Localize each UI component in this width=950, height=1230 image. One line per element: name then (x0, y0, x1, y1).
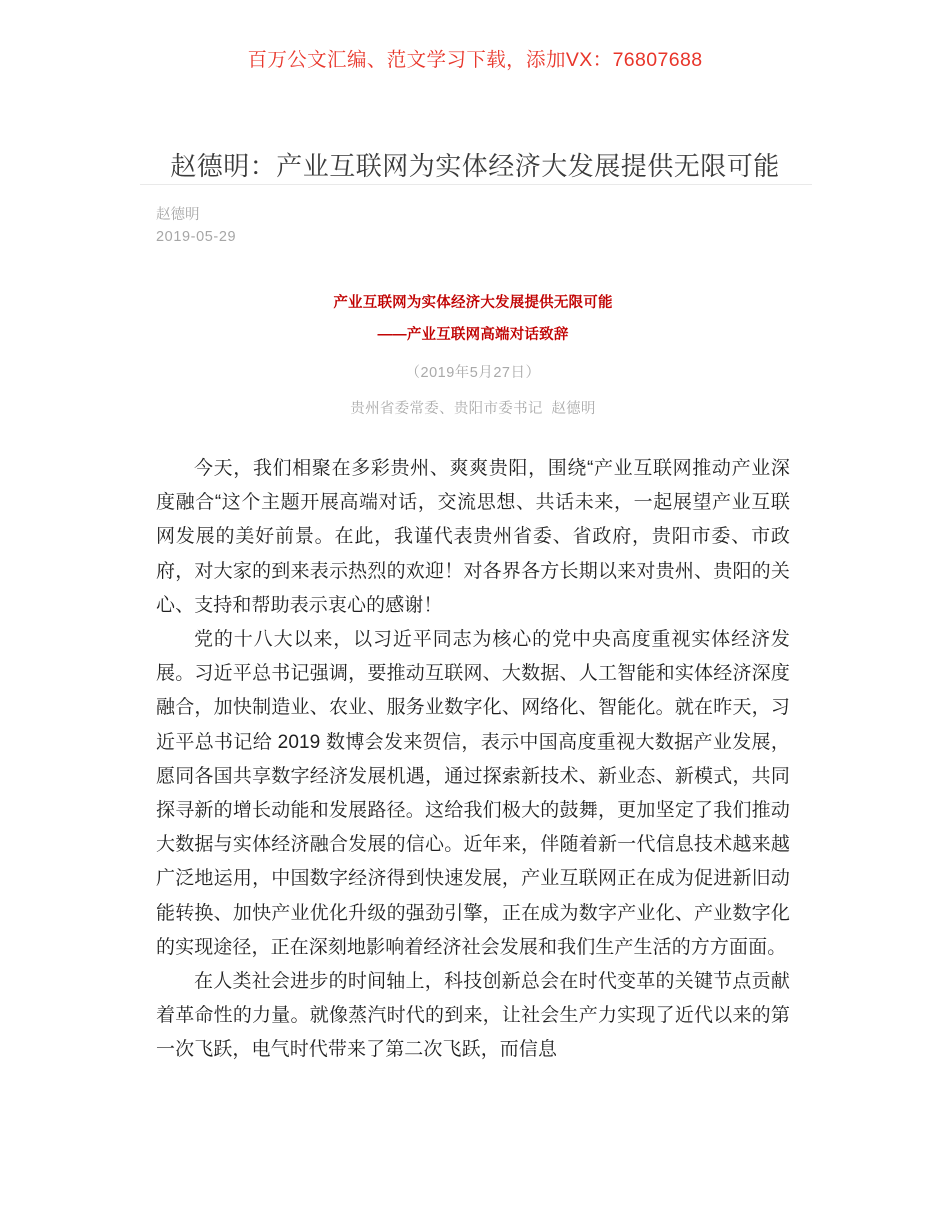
speech-attribution: 贵州省委常委、贵阳市委书记 赵德明 (350, 401, 596, 417)
body-paragraph: 在人类社会进步的时间轴上，科技创新总会在时代变革的关键节点贡献着革命性的力量。就像蒸汽时代的到来，让社会生产力实现了近代以来的第一次飞跃，电气时代带来了第二次飞跃，而信息 (156, 971, 790, 1061)
title-divider (140, 184, 812, 185)
promo-banner-text: 百万公文汇编、范文学习下载，添加VX：76807688 (247, 49, 703, 71)
body-paragraph: 今天，我们相聚在多彩贵州、爽爽贵阳，围绕“产业互联网推动产业深度融合“这个主题开展高端对话，交流思想、共话未来，一起展望产业互联网发展的美好前景。在此，我谨代表贵州省委、省政府，贵阳市委、市政府，对大家的到来表示热烈的欢迎！对各界各方长期以来对贵州、贵阳的关心、支持和帮助表示衷心的感谢！ (156, 458, 790, 616)
byline-author: 赵德明 (156, 207, 200, 223)
body-paragraphs (156, 452, 790, 1068)
speech-title: 产业互联网为实体经济大发展提供无限可能 (333, 295, 613, 311)
page-title: 赵德明：产业互联网为实体经济大发展提供无限可能 (170, 151, 780, 182)
body-paragraph: 党的十八大以来，以习近平同志为核心的党中央高度重视实体经济发展。习近平总书记强调，要推动互联网、大数据、人工智能和实体经济深度融合，加快制造业、农业、服务业数字化、网络化、智能化。就在昨天，习近平总书记给 2019 数博会发来贺信，表示中国高度重视大数据产业发展，愿同各国共享数字经济发展机遇，通过探索新技术、新业态、新模式，共同探寻新的增长动能和发展路径。这给我们极大的鼓舞，更加坚定了我们推动大数据与实体经济融合发展的信心。近年来，伴随着新一代信息技术越来越广泛地运用，中国数字经济得到快速发展，产业互联网正在成为促进新旧动能转换、加快产业优化升级的强劲引擎，正在成为数字产业化、产业数字化的实现途径，正在深刻地影响着经济社会发展和我们生产生活的方方面面。 (156, 629, 790, 958)
byline-date: 2019-05-29 (156, 229, 237, 245)
speech-subtitle: ——产业互联网高端对话致辞 (377, 327, 569, 343)
speech-date: （2019年5月27日） (405, 365, 541, 381)
byline (156, 204, 236, 248)
document-content (156, 288, 790, 1068)
